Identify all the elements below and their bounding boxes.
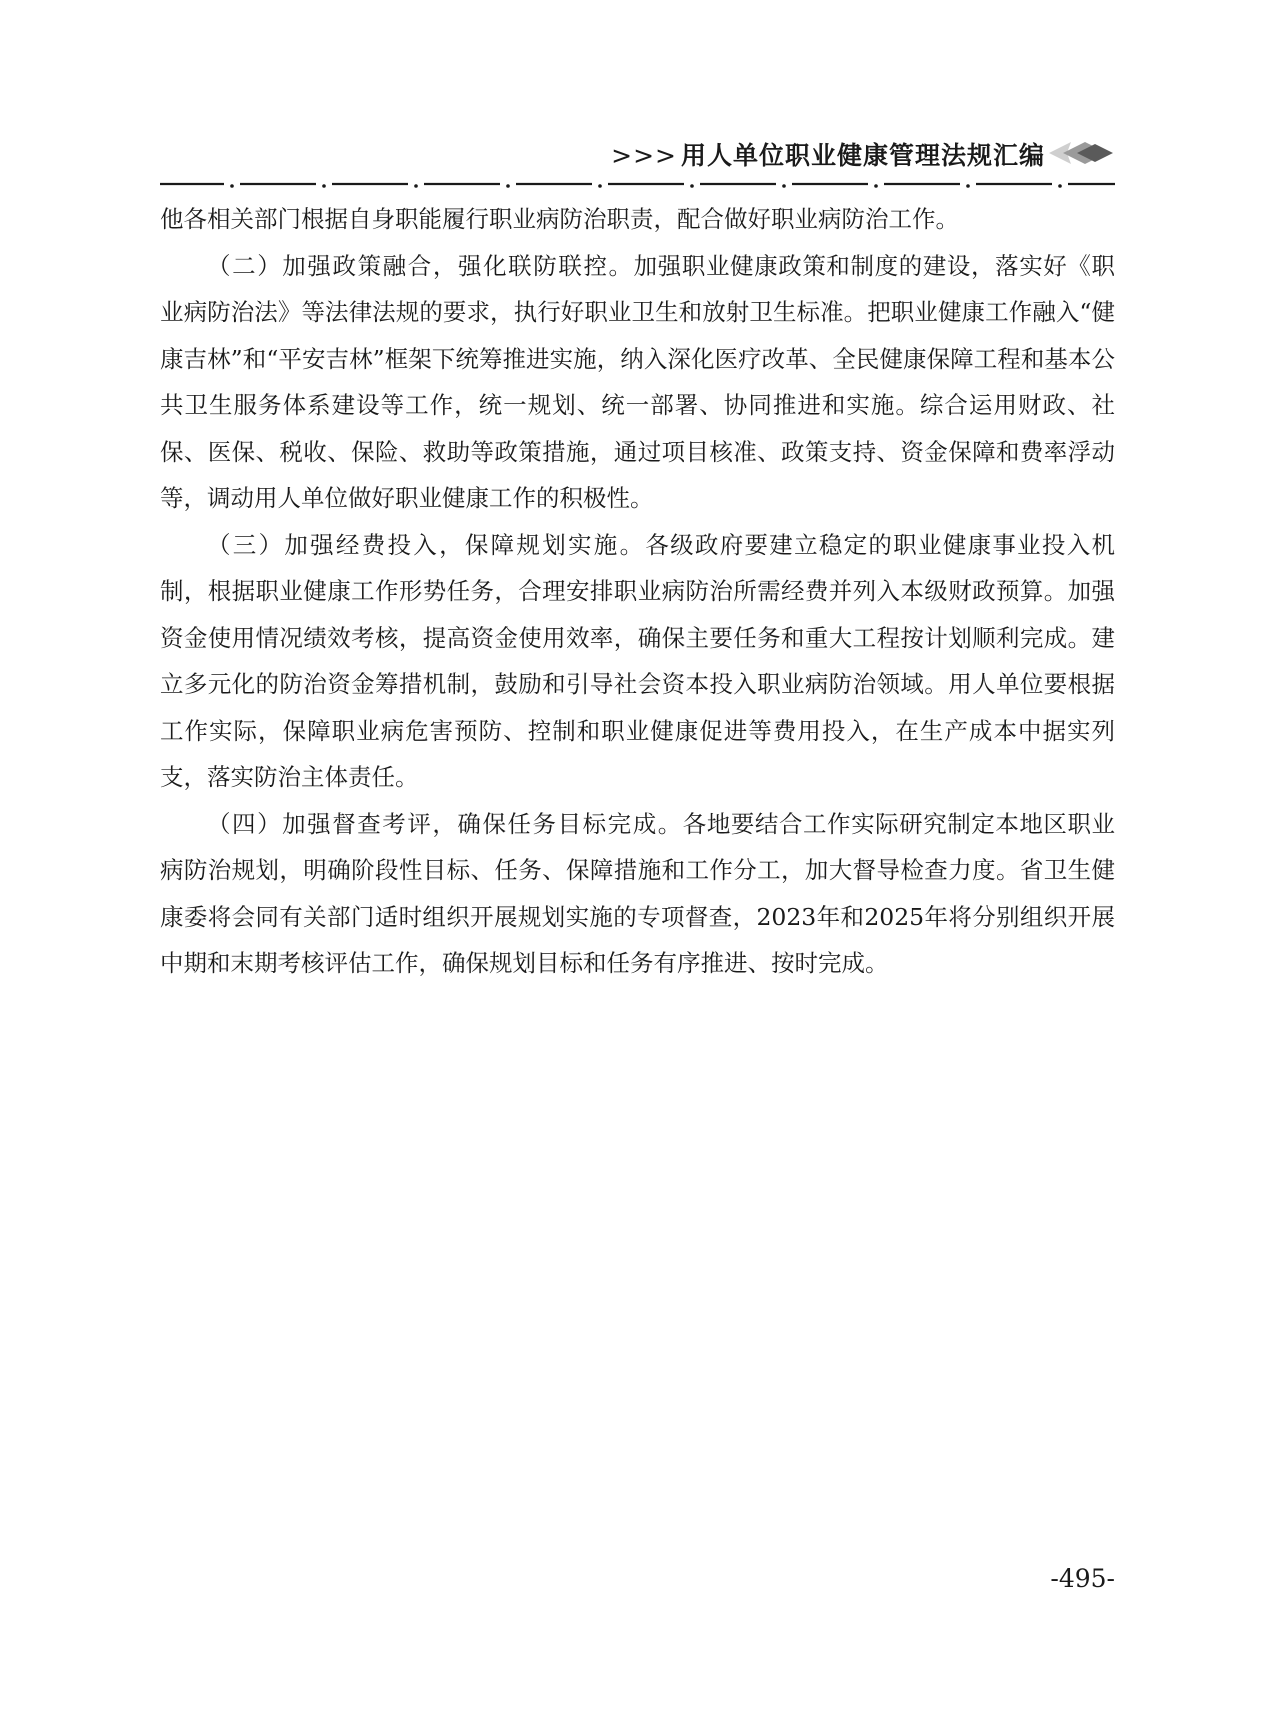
body-text (160, 196, 1115, 987)
paragraph-text: 他各相关部门根据自身职能履行职业病防治职责，配合做好职业病防治工作。 (160, 205, 959, 233)
paragraph-section-4 (160, 801, 1115, 987)
section-heading: （四）加强督查考评，确保任务目标完成。 (207, 809, 683, 838)
section-heading: （二）加强政策融合，强化联防联控。 (207, 251, 634, 280)
paragraph-text: 各地要结合工作实际研究制定本地区职业病防治规划，明确阶段性目标、任务、保障措施和工作分工，加大督导检查力度。省卫生健康委将会同有关部门适时组织开展规划实施的专项督查，2023年和2025年将分别组织开展中期和末期考核评估工作，确保规划目标和任务有序推进、按时完成。 (160, 809, 1116, 977)
header-prefix: >>> (611, 141, 677, 170)
double-diamond-arrow-icon (1047, 140, 1115, 166)
page-number: -495- (1050, 1564, 1115, 1593)
header-title (611, 136, 1045, 172)
paragraph-section-2 (160, 243, 1115, 522)
section-heading: （三）加强经费投入，保障规划实施。 (207, 530, 646, 559)
header-title-text: 用人单位职业健康管理法规汇编 (680, 141, 1045, 170)
paragraph-text: 各级政府要建立稳定的职业健康事业投入机制，根据职业健康工作形势任务，合理安排职业病防治所需经费并列入本级财政预算。加强资金使用情况绩效考核，提高资金使用效率，确保主要任务和重大工程按计划顺利完成。建立多元化的防治资金筹措机制，鼓励和引导社会资本投入职业病防治领域。用人单位要根据工作实际，保障职业病危害预防、控制和职业健康促进等费用投入，在生产成本中据实列支，落实防治主体责任。 (160, 530, 1116, 791)
paragraph-continuation (160, 196, 1115, 243)
running-header (160, 136, 1115, 176)
header-rule (160, 178, 1115, 190)
paragraph-text: 加强职业健康政策和制度的建设，落实好《职业病防治法》等法律法规的要求，执行好职业卫生和放射卫生标准。把职业健康工作融入“健康吉林”和“平安吉林”框架下统筹推进实施，纳入深化医疗改革、全民健康保障工程和基本公共卫生服务体系建设等工作，统一规划、统一部署、协同推进和实施。综合运用财政、社保、医保、税收、保险、救助等政策措施，通过项目核准、政策支持、资金保障和费率浮动等，调动用人单位做好职业健康工作的积极性。 (160, 251, 1116, 512)
paragraph-section-3 (160, 522, 1115, 801)
